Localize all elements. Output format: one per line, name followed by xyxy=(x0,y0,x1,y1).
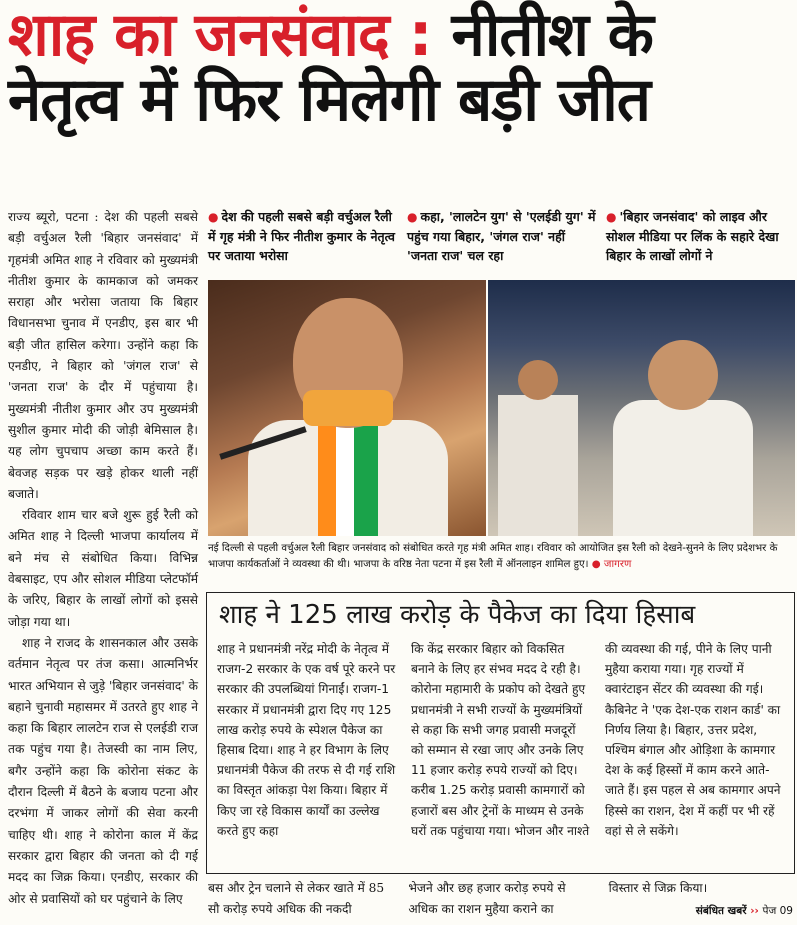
package-box xyxy=(206,592,795,874)
related-news-link[interactable] xyxy=(696,904,793,918)
headline-line-1 xyxy=(8,0,793,70)
bullet-icon: ● xyxy=(208,210,219,224)
photo-figure xyxy=(498,395,578,536)
photo-figure xyxy=(303,390,393,426)
related-label: संबंधित खबरें xyxy=(695,905,747,917)
caption-text: नई दिल्ली से पहली वर्चुअल रैली बिहार जनसंवाद को संबोधित करते गृह मंत्री अमित शाह। रविवार को आयोजित इस रैली को देखने-सुनने के लिए प्रदेशभर के भाजपा कार्यकर्ताओं ने व्यवस्था की थी। भाजपा के वरिष्ठ नेता पटना में इस रैली में ऑनलाइन शामिल हुए। xyxy=(208,543,778,570)
photo-figure xyxy=(613,400,753,536)
photo-figure xyxy=(648,340,718,410)
headline-line-2: नेतृत्व में फिर मिलेगी बड़ी जीत xyxy=(8,65,651,135)
photo-figure xyxy=(318,420,378,536)
arrow-icon: ›› xyxy=(750,905,759,917)
box-columns xyxy=(217,639,785,841)
box-column: कि केंद्र सरकार बिहार को विकसित बनाने के लिए हर संभव मदद दे रही है। कोरोना महामारी के प्रकोप को देखते हुए प्रधानमंत्री ने सभी राज्यों के मुख्यमंत्रियों से कहा कि सभी जगह प्रवासी मजदूरों को सम्मान से रखा जाए और उनके लिए 11 हजार करोड़ रुपये राज्यों को दिए। करीब 1.25 करोड़ प्रवासी कामगारों को हजारों बस और ट्रेनों के माध्यम से उनके घरों तक पहुंचाया गया। भोजन और नाश्ते xyxy=(411,642,590,838)
box-title: शाह ने 125 लाख करोड़ के पैकेज का दिया हिसाब xyxy=(219,600,696,630)
highlight-bullets xyxy=(208,207,795,265)
photo-audience xyxy=(488,280,795,536)
highlight-bullet xyxy=(407,207,596,265)
left-column-article xyxy=(8,207,198,910)
highlight-bullet xyxy=(606,207,795,265)
box-column: की व्यवस्था की गई, पीने के लिए पानी मुहैया कराया गया। गृह राज्यों में क्वारंटाइन सेंटर की व्यवस्था की गई। कैबिनेट ने 'एक देश-एक राशन कार्ड' का निर्णय लिया है। बिहार, उत्तर प्रदेश, पश्चिम बंगाल और ओड़िशा के कामगार देश के कई हिस्सों में काम करने आते-जाते हैं। इस पहल से अब कामगार अपने हिस्से का राशन, देश में कहीं पर भी रहें वहां से ले सकेंगे। xyxy=(605,642,781,838)
bullet-icon: ● xyxy=(407,210,418,224)
box-column: शाह ने प्रधानमंत्री नरेंद्र मोदी के नेतृत्व में राजग-2 सरकार के एक वर्ष पूरे करने पर सरकार की उपलब्धियां गिनाईं। राजग-1 सरकार में प्रधानमंत्री द्वारा दिए गए 125 लाख करोड़ रुपये के स्पेशल पैकेज का हिसाब दिया। शाह ने हर विभाग के लिए प्रधानमंत्री पैकेज की तरफ से दी गई राशि का विस्तृत आंकड़ा पेश किया। बिहार में किए जा रहे विकास कार्यों का उल्लेख करते हुए कहा xyxy=(217,642,396,838)
photo-speaker xyxy=(208,280,486,536)
bullet-text: 'बिहार जनसंवाद' को लाइव और सोशल मीडिया पर लिंक के सहारे देखा बिहार के लाखों लोगों ने xyxy=(606,209,779,263)
news-photo xyxy=(208,280,795,536)
headline xyxy=(8,0,793,135)
highlight-bullet xyxy=(208,207,397,265)
headline-black-part: नीतीश के xyxy=(451,0,653,70)
bullet-icon: ● xyxy=(606,210,617,224)
bottom-text: बस और ट्रेन चलाने से लेकर खाते में 85 सौ करोड़ रुपये अधिक की नकदी xyxy=(208,881,385,916)
photo-caption xyxy=(208,541,795,573)
page-reference: पेज 09 xyxy=(762,905,793,917)
bottom-text: विस्तार से जिक्र किया। xyxy=(608,881,708,895)
article-paragraph: शाह ने राजद के शासनकाल और उसके वर्तमान नेतृत्व पर तंज कसा। आत्मनिर्भर भारत अभियान से जुड़े 'बिहार जनसंवाद' के बहाने चुनावी महासमर में उतरते हुए शाह ने कहा कि बिहार लालटेन राज से एलईडी राज तक पहुंच गया है। तेजस्वी का नाम लिए, बगैर उन्होंने कहा कि कोरोना संकट के दौरान दिल्ली में बैठने के बजाय पटना और दरभंगा में जाकर लोगों की सेवा करनी चाहिए थी। शाह ने कोरोना काल में केंद्र सरकार द्वारा बिहार की जनता को दी गई मदद का जिक्र किया। एनडीए, सरकार की ओर से प्रवासियों को घर पहुंचाने के लिए xyxy=(8,635,198,906)
article-paragraph: रविवार शाम चार बजे शुरू हुई रैली को अमित शाह ने दिल्ली भाजपा कार्यालय में बने मंच से संबोधित किया। विभिन्न वेबसाइट, एप और सोशल मीडिया प्लेटफॉर्म के जरिए, बिहार के लाखों लोगों को इससे जोड़ा गया था। xyxy=(8,508,198,629)
photo-figure xyxy=(518,360,558,400)
article-paragraph: राज्य ब्यूरो, पटना : देश की पहली सबसे बड़ी वर्चुअल रैली 'बिहार जनसंवाद' में गृहमंत्री अमित शाह ने रविवार को मुख्यमंत्री नीतीश कुमार के कामकाज को जमकर सराहा और भरोसा जताया कि बिहार विधानसभा चुनाव में एनडीए, इस बार भी बड़ी जीत हासिल करेगा। उन्होंने कहा कि एनडीए, ने बिहार को 'जंगल राज' से 'जनता राज' के दौर में पहुंचाया है। मुख्यमंत्री नीतीश कुमार और उप मुख्यमंत्री सुशील कुमार मोदी की जोड़ी बेमिसाल है। यह लोग चुपचाप अच्छा काम करते हैं। बेवजह सड़क पर खड़े होकर थाली नहीं बजाते। xyxy=(8,210,198,501)
headline-red-part: शाह का जनसंवाद : xyxy=(8,0,432,70)
caption-source: ● जागरण xyxy=(591,559,632,570)
bullet-text: कहा, 'लालटेन युग' से 'एलईडी युग' में पहुंच गया बिहार, 'जंगल राज' नहीं 'जनता राज' चल रहा xyxy=(407,209,596,263)
bottom-text: भेजने और छह हजार करोड़ रुपये से अधिक का राशन मुहैया कराने का xyxy=(408,881,566,916)
bullet-text: देश की पहली सबसे बड़ी वर्चुअल रैली में गृह मंत्री ने फिर नीतीश कुमार के नेतृत्व पर जताया भरोसा xyxy=(208,209,395,263)
